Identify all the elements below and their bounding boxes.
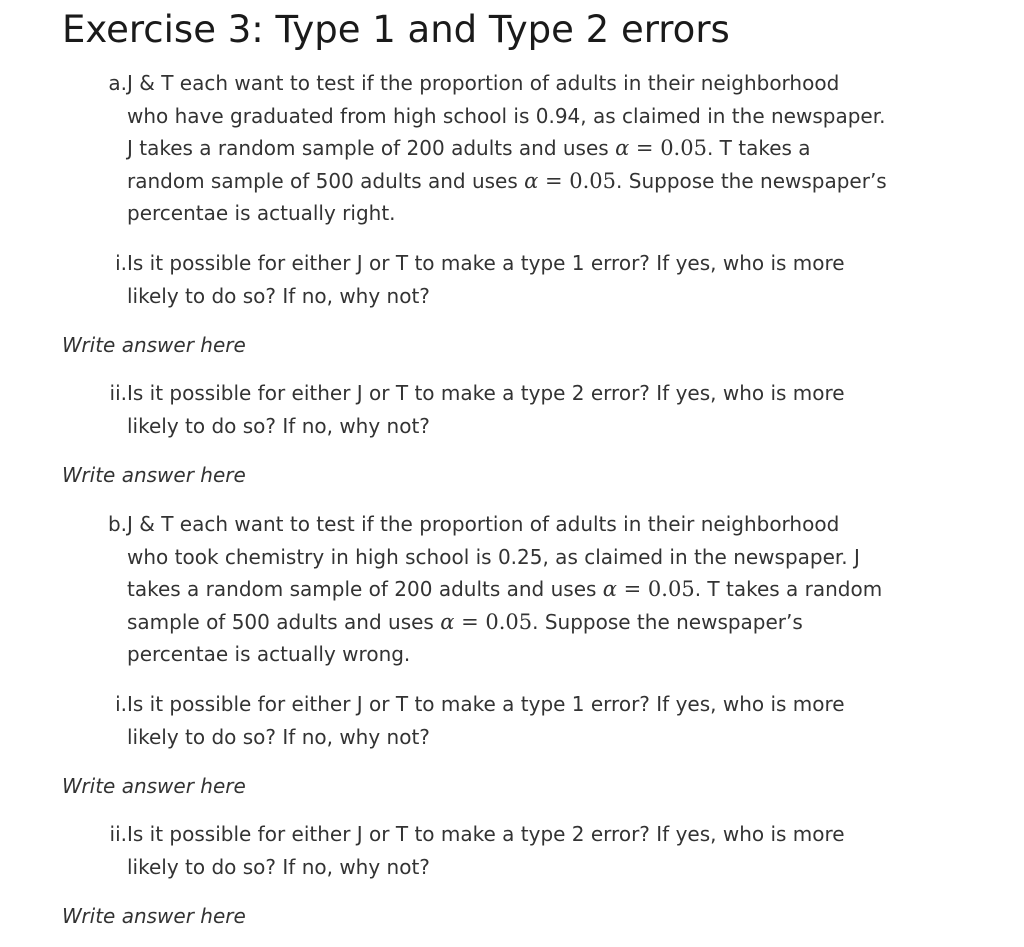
part-b-t-sample: sample of 500 adults and uses xyxy=(127,609,434,634)
part-a-line-1: J & T each want to test if the proportion of adults in their neighborhood xyxy=(127,71,840,95)
part-a-marker: a. xyxy=(108,71,127,95)
part-a-suppose: . Suppose the newspaper’s xyxy=(616,168,887,193)
alpha-symbol: α xyxy=(524,168,539,193)
question-line-2: likely to do so? If no, why not? xyxy=(127,854,430,879)
question-marker: ii. xyxy=(109,381,127,405)
part-b-line-2: who took chemistry in high school is 0.25, as claimed in the newspaper. J xyxy=(127,544,860,569)
question-text xyxy=(127,818,937,883)
alpha-value: = 0.05 xyxy=(538,168,617,193)
part-a-j-sample: J takes a random sample of 200 adults and uses xyxy=(127,136,609,160)
part-b-alpha-j xyxy=(603,577,695,601)
question-line-1: Is it possible for either J or T to make a type 1 error? If yes, who is more xyxy=(127,251,845,275)
part-b-line-3 xyxy=(127,573,937,606)
question-line-2: likely to do so? If no, why not? xyxy=(127,413,430,438)
part-a-line-2: who have graduated from high school is 0.94, as claimed in the newspaper. xyxy=(127,103,886,128)
part-b-alpha-t xyxy=(440,610,532,634)
part-a-t-intro: . T takes a xyxy=(706,136,811,160)
question-text xyxy=(127,688,937,753)
part-a-line-3 xyxy=(127,132,937,165)
part-b-j-sample: takes a random sample of 200 adults and uses xyxy=(127,577,597,601)
alpha-value: = 0.05 xyxy=(454,609,533,634)
alpha-value: = 0.05 xyxy=(629,136,707,160)
alpha-value: = 0.05 xyxy=(616,577,695,601)
part-b-line-4 xyxy=(127,606,937,639)
answer-field-b-ii[interactable]: Write answer here xyxy=(62,904,246,928)
part-b-suppose: . Suppose the newspaper’s xyxy=(532,609,803,634)
question-text xyxy=(127,247,937,312)
question-line-2: likely to do so? If no, why not? xyxy=(127,283,430,308)
question-marker: ii. xyxy=(109,822,127,846)
page-title: Exercise 3: Type 1 and Type 2 errors xyxy=(62,8,730,51)
part-b-text xyxy=(127,508,937,671)
part-b-line-5: percentae is actually wrong. xyxy=(127,642,411,666)
alpha-symbol: α xyxy=(602,577,617,601)
question-line-1: Is it possible for either J or T to make a type 2 error? If yes, who is more xyxy=(127,381,845,405)
question-marker: i. xyxy=(115,251,127,275)
part-a-alpha-t xyxy=(524,169,616,193)
question-line-1: Is it possible for either J or T to make a type 2 error? If yes, who is more xyxy=(127,822,845,846)
alpha-symbol: α xyxy=(615,136,630,160)
answer-field-a-ii[interactable]: Write answer here xyxy=(62,463,246,487)
answer-field-a-i[interactable]: Write answer here xyxy=(62,333,246,357)
part-a-t-sample: random sample of 500 adults and uses xyxy=(127,168,518,193)
part-b-t-intro: . T takes a random xyxy=(694,577,883,601)
part-a-line-5: percentae is actually right. xyxy=(127,201,396,225)
part-b-line-1: J & T each want to test if the proportion of adults in their neighborhood xyxy=(127,512,840,536)
part-a-alpha-j xyxy=(615,136,707,160)
question-marker: i. xyxy=(115,692,127,716)
part-b-marker: b. xyxy=(107,512,127,536)
answer-field-b-i[interactable]: Write answer here xyxy=(62,774,246,798)
question-text xyxy=(127,377,937,442)
question-line-2: likely to do so? If no, why not? xyxy=(127,724,430,749)
part-a-line-4 xyxy=(127,165,937,198)
alpha-symbol: α xyxy=(440,609,455,634)
part-a-text xyxy=(127,67,937,230)
question-line-1: Is it possible for either J or T to make a type 1 error? If yes, who is more xyxy=(127,692,845,716)
